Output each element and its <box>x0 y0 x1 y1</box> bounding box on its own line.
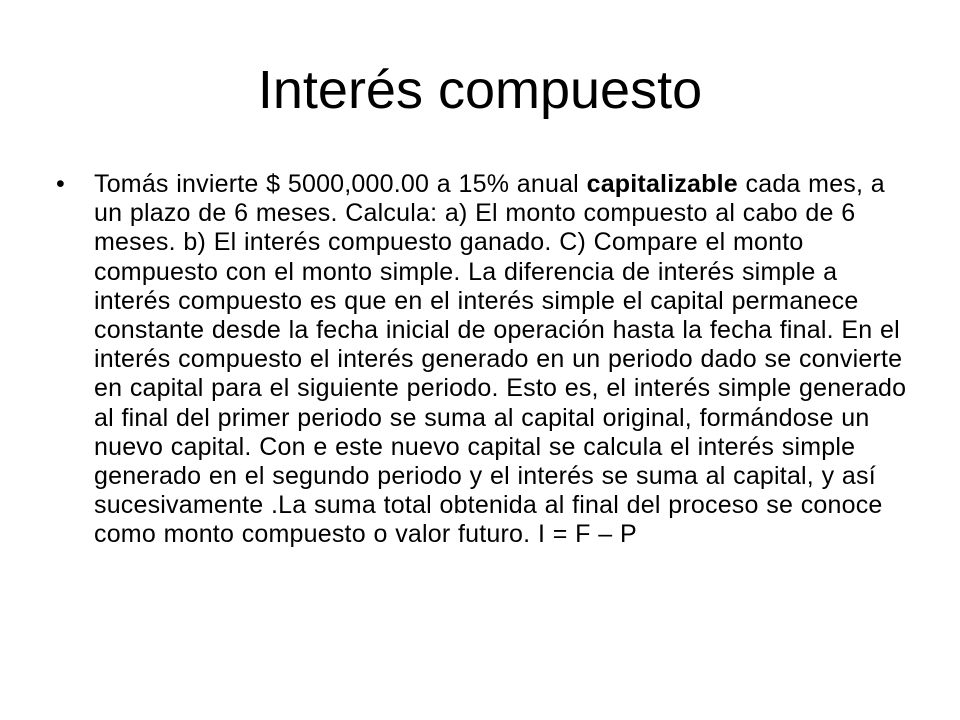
paragraph-text-rest: cada mes, a un plazo de 6 meses. Calcula: a) El monto compuesto al cabo de 6 meses. b) El interés compuesto ganado. C) Compare el monto compuesto con el monto simple. La diferencia de interés simple a interés compuesto es que en el interés simple el capital permanece constante desde la fecha inicial de operación hasta la fecha final. En el interés compuesto el interés generado en un periodo dado se convierte en capital para el siguiente periodo. Esto es, el interés simple generado al final del primer periodo se suma al capital original, formándose un nuevo capital. Con e este nuevo capital se calcula el interés simple generado en el segundo periodo y el interés se suma al capital, y así sucesivamente .La suma total obtenida al final del proceso se conoce como monto compuesto o valor futuro. I = F – P <box>94 170 907 549</box>
paragraph-text-start: Tomás invierte $ 5000,000.00 a 15% anual <box>94 170 587 198</box>
bullet-list <box>56 170 908 550</box>
slide-title: Interés compuesto <box>257 60 703 120</box>
bullet-icon: • <box>56 170 65 198</box>
bold-term: capitalizable <box>586 170 738 198</box>
bullet-item <box>56 170 908 550</box>
